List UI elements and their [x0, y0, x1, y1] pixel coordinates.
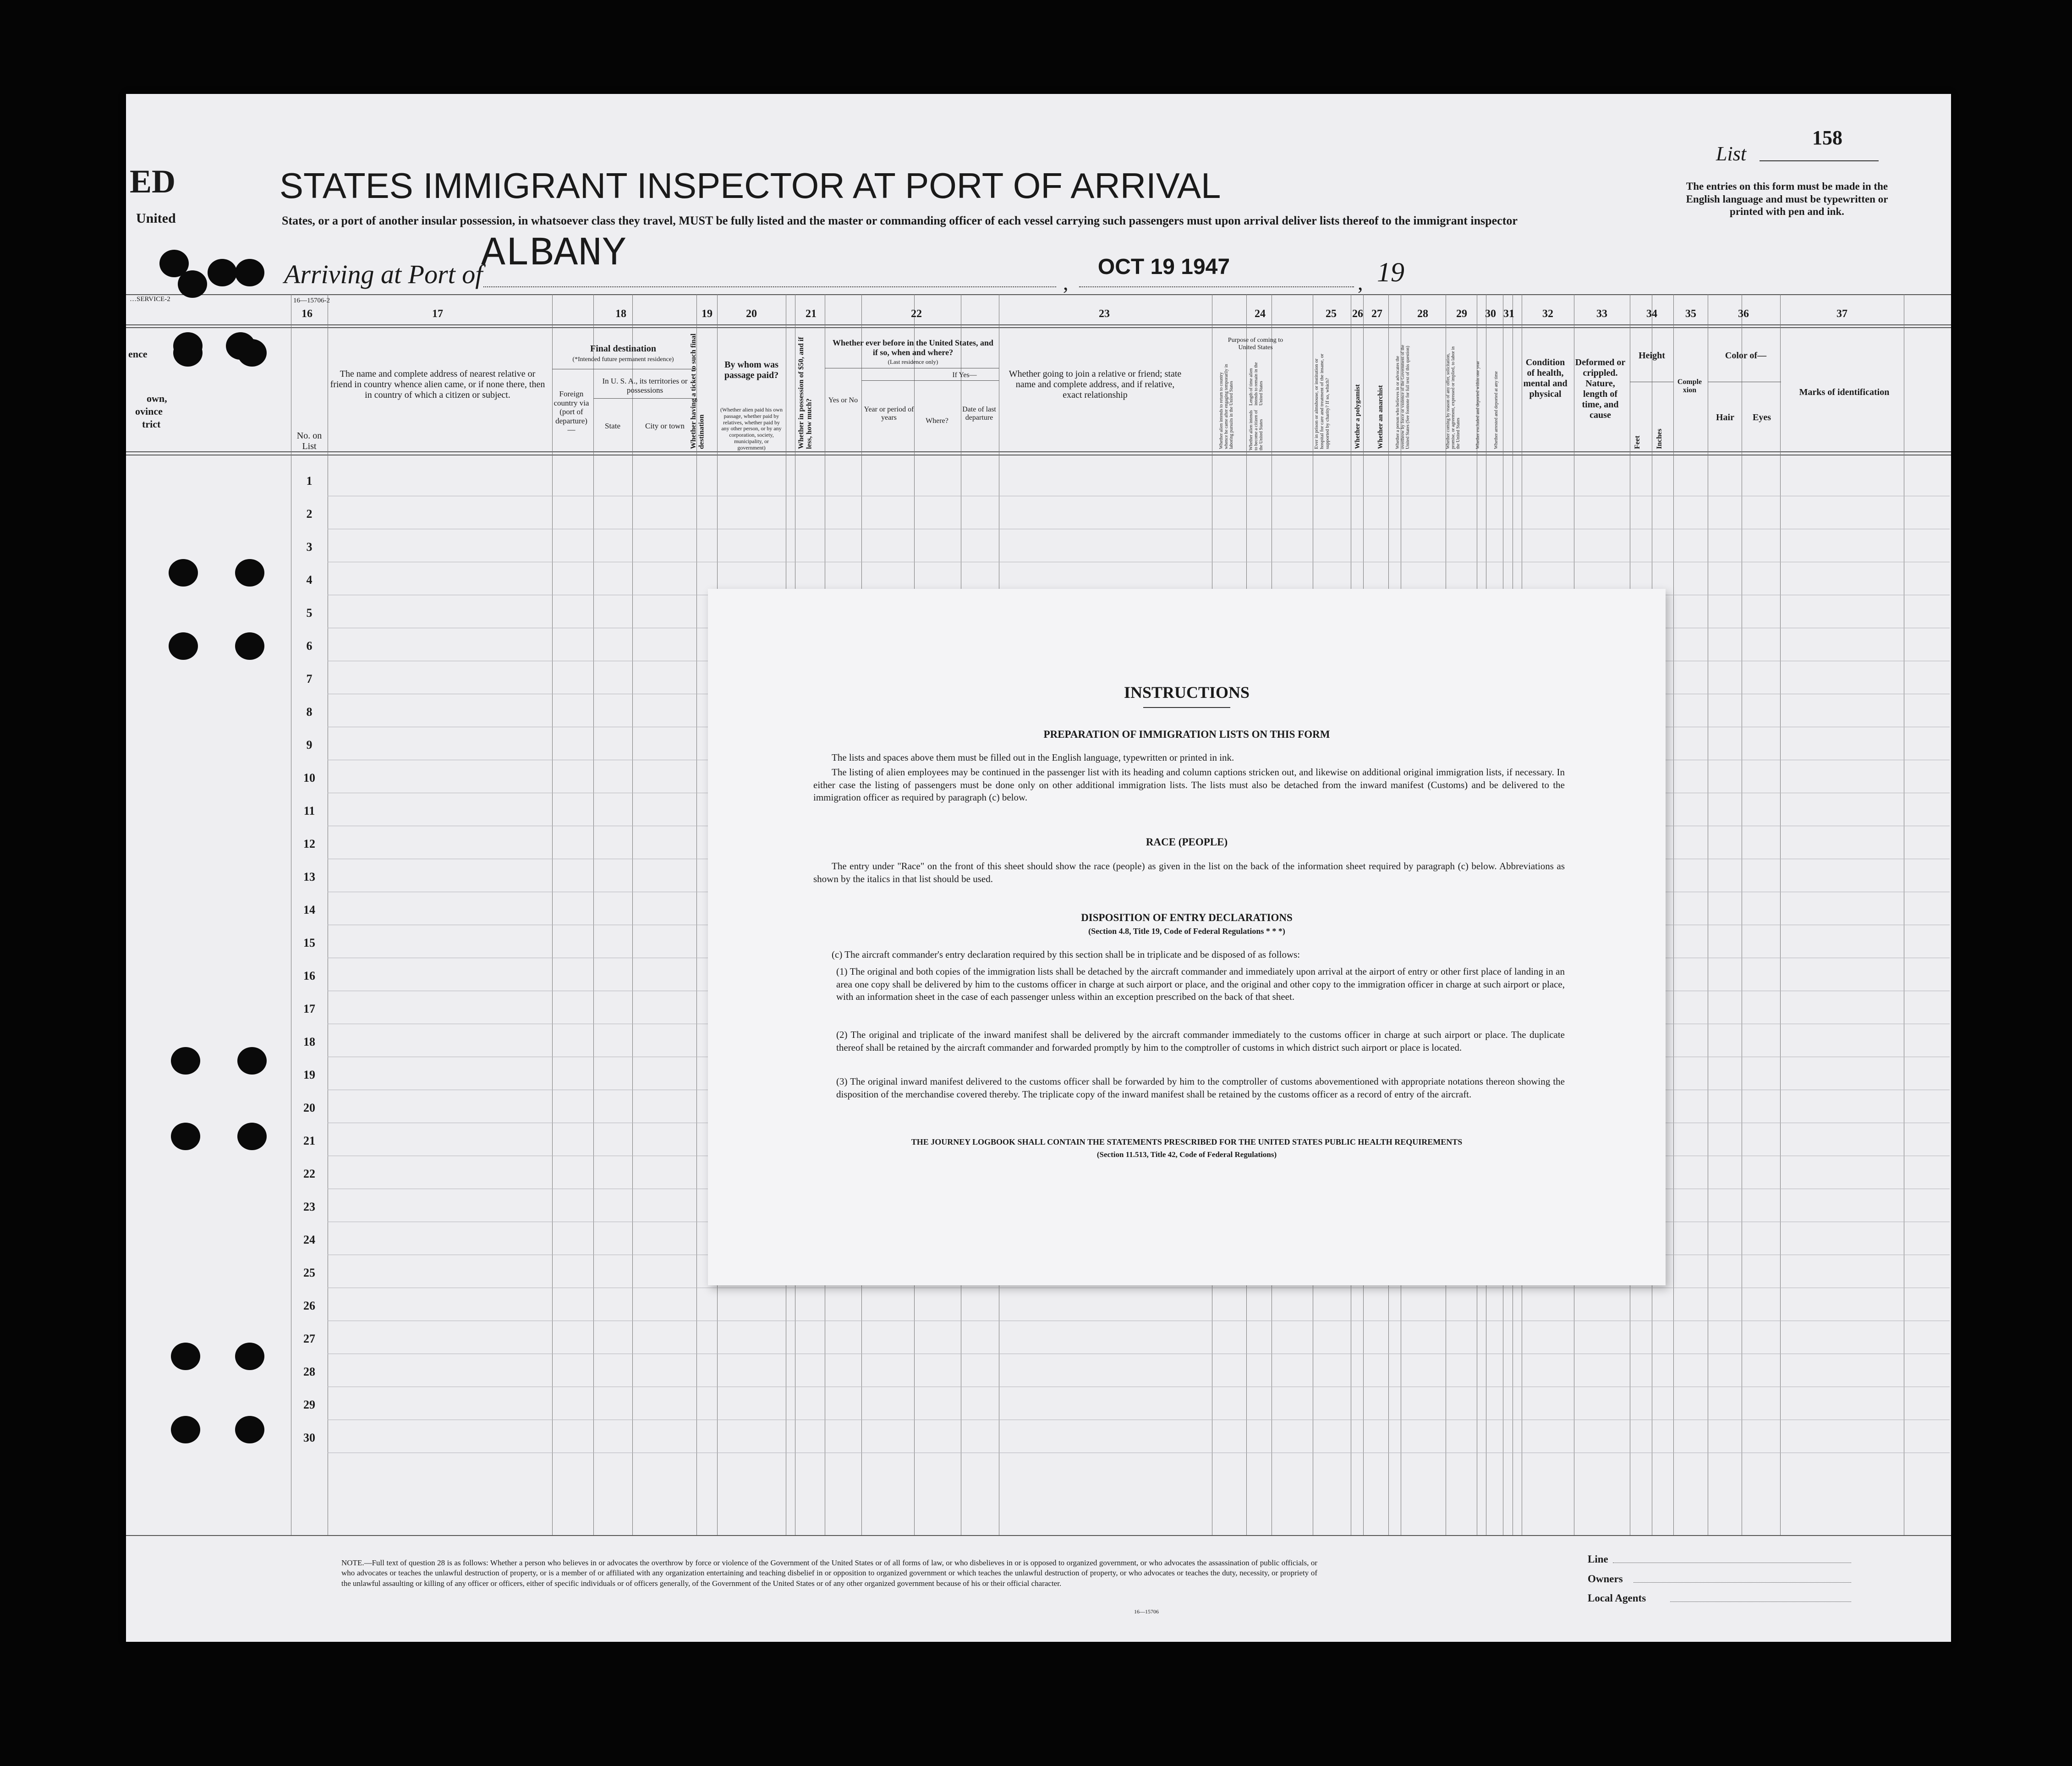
column-number: 17 [432, 308, 443, 320]
row-number: 4 [306, 573, 312, 587]
row-number: 16 [303, 969, 315, 982]
header-health: Condition of health, mental and physical [1523, 357, 1568, 399]
column-number: 34 [1646, 308, 1657, 320]
header-city: City or town [645, 422, 685, 430]
column-number: 16 [301, 308, 312, 320]
arriving-label: Arriving at Port of [284, 259, 483, 289]
header-labor-offer: Whether coming by reason of any offer, solicitation, promise, or agreement, expressed or implied, to labor in the United States [1446, 346, 1461, 449]
punch-hole [235, 1343, 264, 1370]
row-number: 28 [303, 1365, 315, 1378]
form-title: STATES IMMIGRANT INSPECTOR AT PORT OF ARRIVAL [280, 165, 1221, 206]
column-number: 27 [1371, 308, 1382, 320]
left-fragment-text: own, [147, 393, 167, 404]
row-number: 12 [303, 837, 315, 850]
row-number: 23 [303, 1200, 315, 1213]
column-number: 22 [911, 308, 922, 320]
punch-hole [171, 1123, 200, 1150]
punch-hole [173, 339, 203, 367]
row-number: 6 [306, 639, 312, 653]
column-number: 31 [1503, 308, 1514, 320]
form-code-top: 16—15706-2 [293, 297, 330, 304]
header-passage-note: (Whether alien paid his own passage, whether paid by relatives, whether paid by any other person, or by any corporation, society, municipality, or government) [720, 406, 783, 451]
punch-hole [235, 1416, 264, 1443]
instruction-paragraph: The listing of alien employees may be continued in the passenger list with its heading and column captions stricken out, and likewise on additional original immigration lists, if necessary. In either case the listing of passengers must be done only on other additional immigration lists. The lists must also be detached from the inward manifest (Customs) and be delivered to the immigration officer as required by paragraph (c) below. [813, 767, 1565, 803]
row-number: 1 [306, 474, 312, 488]
row-number: 3 [306, 540, 312, 554]
punch-hole [171, 1416, 200, 1443]
table-rule [126, 1535, 1951, 1536]
header-marks: Marks of identification [1799, 387, 1890, 397]
instructions-card [708, 589, 1666, 1285]
table-rule [126, 327, 1951, 328]
local-agents-label: Local Agents [1588, 1592, 1646, 1604]
column-number: 32 [1542, 308, 1553, 320]
header-overthrow: Whether a person who believes in or advocates the overthrow by force or violence of the Government of the United States (See footnote for full text of this question) [1395, 345, 1410, 449]
column-number: 19 [702, 308, 713, 320]
port-underline [483, 286, 1056, 287]
header-citizen-intent: Whether alien intends to become a citizen of the United States [1249, 410, 1264, 450]
header-excluded: Whether excluded and deported within one year [1475, 361, 1480, 449]
header-final-destination-note: (*Intended future permanent residence) [572, 356, 674, 363]
row-number: 11 [303, 804, 315, 817]
row-number: 5 [306, 606, 312, 620]
table-rule [126, 294, 1951, 295]
punch-hole [208, 259, 237, 286]
punch-hole [237, 1123, 267, 1150]
column-number: 24 [1255, 308, 1266, 320]
row-number: 2 [306, 507, 312, 521]
row-number: 17 [303, 1002, 315, 1015]
line-label: Line [1588, 1553, 1608, 1565]
punch-hole [237, 339, 267, 367]
row-number: 13 [303, 870, 315, 883]
header-nearest-relative: The name and complete address of nearest relative or friend in country whence alien came, or if none there, then in country of which a citizen or subject. [330, 369, 545, 400]
left-fragment-text: ovince [135, 406, 163, 417]
list-number: 158 [1812, 126, 1842, 149]
header-feet: Feet [1633, 435, 1641, 449]
date-stamp: OCT 19 1947 [1097, 255, 1230, 279]
list-underline [1760, 160, 1879, 161]
header-color-of: Color of— [1725, 351, 1767, 361]
form-code-bottom: 16—15706 [1134, 1608, 1159, 1615]
header-if-yes: If Yes— [952, 371, 977, 379]
instruction-paragraph: (c) The aircraft commander's entry declaration required by this section shall be in triplicate and be disposed of as follows: [832, 949, 1300, 960]
header-height: Height [1639, 351, 1665, 361]
column-number: 26 [1352, 308, 1363, 320]
section-title: RACE (PEOPLE) [1146, 836, 1228, 848]
row-number: 27 [303, 1332, 315, 1345]
footer-rule [1670, 1601, 1851, 1602]
column-divider [1673, 294, 1674, 1535]
form-subtitle: States, or a port of another insular possession, in whatsoever class they travel, MUST be fully listed and the master or commanding officer of each vessel carrying such passengers must upon arrival deliver lists thereof to the immigrant inspector [282, 214, 1518, 227]
punch-hole [171, 1047, 200, 1075]
header-where: Where? [926, 417, 948, 425]
row-number: 25 [303, 1266, 315, 1279]
header-year: Year or period of years [864, 406, 914, 422]
column-number: 18 [615, 308, 626, 320]
header-last-residence: (Last residence only) [888, 358, 938, 365]
punch-hole [235, 632, 264, 660]
header-length-of-stay: Length of time alien intends to remain in the United States [1249, 362, 1264, 406]
column-divider [632, 294, 633, 1535]
cell-rule [861, 380, 999, 381]
port-name: ALBANY [481, 231, 626, 277]
header-purpose: Purpose of coming to United States [1228, 337, 1283, 351]
punch-hole [171, 1343, 200, 1370]
instructions-heading: INSTRUCTIONS [1124, 683, 1250, 702]
column-divider [593, 294, 594, 1535]
column-number: 25 [1326, 308, 1337, 320]
header-return-intent: Whether alien intends to return to country whence he came after engaging temporarily in laboring pursuits in the United States [1219, 364, 1234, 449]
header-prison: Ever in prison or almshouse, or institution or hospital for care and treatment of the insane, or supported by charity? If so, which? [1314, 353, 1331, 449]
instruction-paragraph: (2) The original and triplicate of the inward manifest shall be delivered by the aircraft commander immediately to the customs officer in charge at such airport or place. The duplicate thereof shall be retained by the aircraft commander and forwarded promptly by him to the comptroller of customs in which district such airport or place is located. [836, 1029, 1565, 1053]
logbook-statement: THE JOURNEY LOGBOOK SHALL CONTAIN THE STATEMENTS PRESCRIBED FOR THE UNITED STATES PUBLIC HEALTH REQUIREMENTS [911, 1137, 1463, 1146]
comma: , [1358, 271, 1363, 294]
column-number: 33 [1596, 308, 1607, 320]
header-eyes: Eyes [1753, 412, 1771, 422]
header-final-destination: Final destination [590, 344, 656, 354]
left-fragment-code: …SERVICE-2 [130, 296, 170, 303]
column-number: 37 [1836, 308, 1847, 320]
column-divider [1780, 294, 1781, 1535]
row-number: 14 [303, 903, 315, 916]
instruction-paragraph: (1) The original and both copies of the immigration lists shall be detached by the aircraft commander and immediately upon arrival at the airport of entry or other first place of landing in an area one copy shall be delivered by him to the customs officer in charge at such airport or place, and the original and other copy to the immigration officer in charge at such airport or place, with an information sheet in the case of each passenger unless within an exception prescribed on the back of that sheet. [836, 966, 1565, 1003]
heading-rule [1143, 707, 1230, 708]
left-fragment-text: ence [128, 348, 148, 360]
section-title: PREPARATION OF IMMIGRATION LISTS ON THIS FORM [1043, 729, 1330, 740]
row-number: 20 [303, 1101, 315, 1114]
column-divider [696, 294, 697, 1535]
header-in-usa: In U. S. A., its territories or possessions [602, 377, 688, 395]
punch-hole [169, 559, 198, 587]
header-no-on-list: No. on List [296, 431, 322, 451]
footer-rule [1633, 1582, 1851, 1583]
instruction-paragraph: (3) The original inward manifest delivered to the customs officer shall be forwarded by him to the comptroller of customs abovementioned with appropriate notations thereon showing the disposition of the merchandise covered thereby. The triplicate copy of the inward manifest shall be retained by the customs officer as a record of entry of the aircraft. [836, 1076, 1565, 1100]
header-fifty-dollars: Whether in possession of $50, and if less, how much? [797, 337, 813, 449]
punch-hole [235, 259, 264, 286]
column-number: 21 [806, 308, 817, 320]
corner-note: The entries on this form must be made in the English language and must be typewritten or printed with pen and ink. [1686, 181, 1888, 218]
left-fragment-subheading: United [136, 211, 176, 226]
column-divider [552, 294, 553, 1535]
punch-hole [178, 270, 207, 298]
header-anarchist: Whether an anarchist [1377, 385, 1384, 449]
column-number: 30 [1485, 308, 1496, 320]
left-fragment-text: trict [142, 418, 161, 430]
row-number: 8 [306, 705, 312, 718]
row-number: 24 [303, 1233, 315, 1246]
year-prefix: 19 [1377, 257, 1404, 287]
header-inches: Inches [1655, 428, 1663, 449]
row-number: 18 [303, 1035, 315, 1048]
header-foreign-country: Foreign country via (port of departure)— [554, 389, 589, 434]
table-rule [126, 451, 1951, 452]
date-underline [1079, 286, 1354, 287]
column-number: 23 [1099, 308, 1110, 320]
section-subtitle: (Section 4.8, Title 19, Code of Federal Regulations * * *) [1088, 927, 1285, 936]
punch-hole [169, 632, 198, 660]
owners-label: Owners [1588, 1573, 1623, 1585]
column-number: 28 [1417, 308, 1428, 320]
row-number: 22 [303, 1167, 315, 1180]
header-last-departure: Date of last departure [962, 406, 996, 422]
row-number: 7 [306, 672, 312, 686]
header-deformed: Deformed or crippled. Nature, length of time, and cause [1575, 357, 1626, 420]
section-title: DISPOSITION OF ENTRY DECLARATIONS [1081, 912, 1293, 923]
column-number: 20 [746, 308, 757, 320]
header-polygamist: Whether a polygamist [1354, 384, 1361, 449]
punch-hole [237, 1047, 267, 1075]
header-hair: Hair [1716, 412, 1734, 422]
row-number: 15 [303, 936, 315, 949]
manifest-sheet [126, 94, 1951, 1642]
header-complexion: Complexion [1677, 378, 1702, 395]
row-number: 26 [303, 1299, 315, 1312]
header-yes-or-no: Yes or No [828, 396, 858, 404]
row-number: 10 [303, 771, 315, 784]
punch-hole [235, 559, 264, 587]
instruction-paragraph: The lists and spaces above them must be filled out in the English language, typewritten or printed in ink. [832, 752, 1234, 763]
header-state: State [605, 422, 620, 430]
comma: , [1063, 271, 1069, 294]
row-number: 30 [303, 1431, 315, 1444]
header-deported: Whether arrested and deported at any time [1494, 371, 1499, 449]
header-join-relative: Whether going to join a relative or friend; state name and complete address, and if relative, exact relationship [1009, 369, 1182, 400]
instruction-paragraph: The entry under "Race" on the front of this sheet should show the race (people) as given in the list on the back of the information sheet required by paragraph (c) below. Abbreviations as shown by the italics in that list should be used. [813, 861, 1565, 884]
column-number: 36 [1738, 308, 1749, 320]
cell-rule [593, 398, 697, 399]
column-number: 35 [1685, 308, 1696, 320]
header-before-in-us: Whether ever before in the United States, and if so, when and where? [833, 338, 993, 357]
header-ticket: Whether having a ticket to such final destination [690, 333, 706, 449]
left-fragment-heading: ED [130, 163, 176, 200]
list-label: List [1716, 143, 1747, 165]
footer-note: NOTE.—Full text of question 28 is as follows: Whether a person who believes in or advocates the overthrow by force or violence of the Government of the United States or of all forms of law, or who disbelieves in or is opposed to organized government, or who advocates the assassination of public officials, or who advocates or teaches the unlawful destruction of property, or is a member of or affiliated with any organization entertaining and teaching disbelief in or opposition to organized government or which teaches the unlawful destruction of property, or who advocates or teaches the duty, necessity, or propriety of the unlawful assaulting or killing of any officer or officers, either of specific individuals or of officers generally, of the Government of the United States or of any other organized government because of his or their official character. [341, 1558, 1317, 1588]
row-number: 29 [303, 1398, 315, 1411]
column-number: 29 [1456, 308, 1467, 320]
table-rule [126, 324, 1951, 325]
row-number: 21 [303, 1134, 315, 1147]
row-number: 19 [303, 1068, 315, 1081]
header-passage-paid: By whom was passage paid? [724, 360, 779, 380]
logbook-citation: (Section 11.513, Title 42, Code of Federal Regulations) [1096, 1150, 1277, 1159]
row-number: 9 [306, 738, 312, 751]
